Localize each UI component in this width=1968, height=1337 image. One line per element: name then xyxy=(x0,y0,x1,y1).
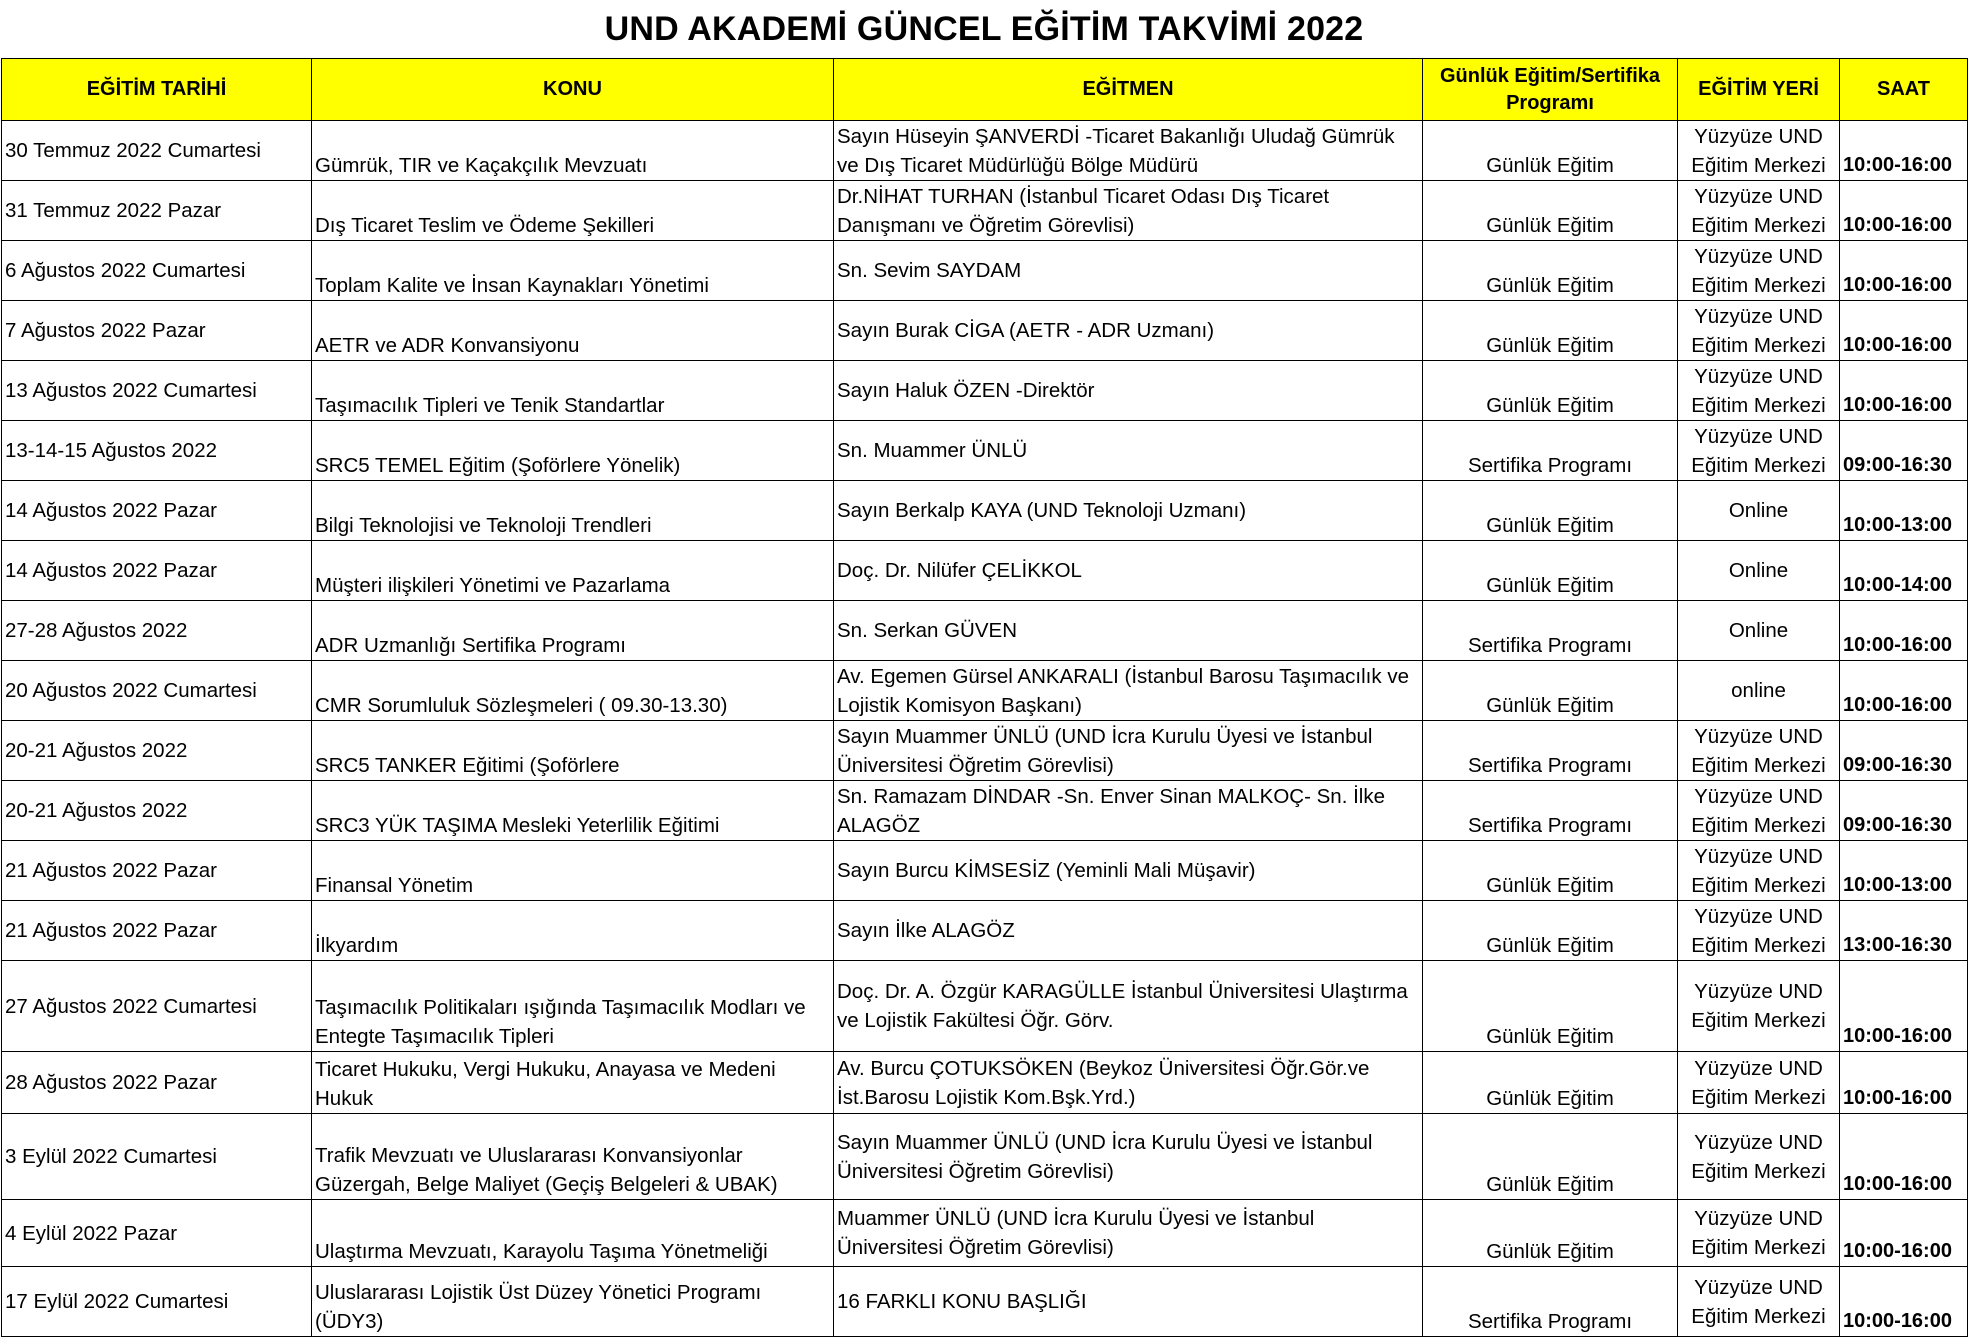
row-topic: ADR Uzmanlığı Sertifika Programı xyxy=(312,601,834,661)
row-trainer: Av. Burcu ÇOTUKSÖKEN (Beykoz Üniversitesi Öğr.Gör.ve İst.Barosu Lojistik Kom.Bşk.Yrd.) xyxy=(834,1052,1423,1114)
table-row xyxy=(2,301,1968,361)
row-place: Yüzyüze UND Eğitim Merkezi xyxy=(1678,901,1840,961)
row-topic: İlkyardım xyxy=(312,901,834,961)
row-time: 10:00-16:00 xyxy=(1840,361,1968,421)
row-trainer: Sayın Hüseyin ŞANVERDİ -Ticaret Bakanlığı Uludağ Gümrük ve Dış Ticaret Müdürlüğü Bölge Müdürü xyxy=(834,121,1423,181)
row-time: 10:00-16:00 xyxy=(1840,181,1968,241)
row-topic: Dış Ticaret Teslim ve Ödeme Şekilleri xyxy=(312,181,834,241)
row-time: 10:00-13:00 xyxy=(1840,481,1968,541)
table-row xyxy=(2,661,1968,721)
row-type: Günlük Eğitim xyxy=(1423,901,1678,961)
row-time: 09:00-16:30 xyxy=(1840,721,1968,781)
row-time: 10:00-16:00 xyxy=(1840,1052,1968,1114)
row-place: Yüzyüze UND Eğitim Merkezi xyxy=(1678,121,1840,181)
row-type: Günlük Eğitim xyxy=(1423,121,1678,181)
row-topic: Bilgi Teknolojisi ve Teknoloji Trendleri xyxy=(312,481,834,541)
table-row xyxy=(2,1200,1968,1267)
row-date: 13 Ağustos 2022 Cumartesi xyxy=(2,361,312,421)
row-trainer: Sayın Muammer ÜNLÜ (UND İcra Kurulu Üyesi ve İstanbul Üniversitesi Öğretim Görevlisi) xyxy=(834,721,1423,781)
row-trainer: Sayın Berkalp KAYA (UND Teknoloji Uzmanı) xyxy=(834,481,1423,541)
row-place: Online xyxy=(1678,481,1840,541)
row-date: 30 Temmuz 2022 Cumartesi xyxy=(2,121,312,181)
page-title: UND AKADEMİ GÜNCEL EĞİTİM TAKVİMİ 2022 xyxy=(604,9,1364,48)
row-time: 10:00-16:00 xyxy=(1840,121,1968,181)
row-topic: Taşımacılık Tipleri ve Tenik Standartlar xyxy=(312,361,834,421)
row-place: Yüzyüze UND Eğitim Merkezi xyxy=(1678,421,1840,481)
row-type: Günlük Eğitim xyxy=(1423,301,1678,361)
table-row xyxy=(2,421,1968,481)
row-time: 10:00-16:00 xyxy=(1840,1114,1968,1200)
row-topic: SRC3 YÜK TAŞIMA Mesleki Yeterlilik Eğitimi xyxy=(312,781,834,841)
row-place: Yüzyüze UND Eğitim Merkezi xyxy=(1678,1200,1840,1267)
row-type: Günlük Eğitim xyxy=(1423,361,1678,421)
row-topic: Müşteri ilişkileri Yönetimi ve Pazarlama xyxy=(312,541,834,601)
row-type: Günlük Eğitim xyxy=(1423,661,1678,721)
row-date: 14 Ağustos 2022 Pazar xyxy=(2,541,312,601)
row-trainer: Sn. Muammer ÜNLÜ xyxy=(834,421,1423,481)
row-type: Sertifika Programı xyxy=(1423,721,1678,781)
row-trainer: Sayın Burak CİGA (AETR - ADR Uzmanı) xyxy=(834,301,1423,361)
table-row xyxy=(2,121,1968,181)
row-topic: CMR Sorumluluk Sözleşmeleri ( 09.30-13.30) xyxy=(312,661,834,721)
table-row xyxy=(2,721,1968,781)
row-topic: SRC5 TEMEL Eğitim (Şoförlere Yönelik) xyxy=(312,421,834,481)
row-date: 3 Eylül 2022 Cumartesi xyxy=(2,1114,312,1200)
row-type: Günlük Eğitim xyxy=(1423,541,1678,601)
table-row xyxy=(2,601,1968,661)
row-type: Sertifika Programı xyxy=(1423,421,1678,481)
row-trainer: Muammer ÜNLÜ (UND İcra Kurulu Üyesi ve İstanbul Üniversitesi Öğretim Görevlisi) xyxy=(834,1200,1423,1267)
row-topic: Uluslararası Lojistik Üst Düzey Yönetici Programı (ÜDY3) xyxy=(312,1267,834,1337)
row-date: 20 Ağustos 2022 Cumartesi xyxy=(2,661,312,721)
row-type: Sertifika Programı xyxy=(1423,601,1678,661)
header-type: Günlük Eğitim/Sertifika Programı xyxy=(1423,59,1678,121)
header-row xyxy=(2,59,1968,121)
row-place: Yüzyüze UND Eğitim Merkezi xyxy=(1678,361,1840,421)
row-time: 10:00-16:00 xyxy=(1840,661,1968,721)
header-place: EĞİTİM YERİ xyxy=(1678,59,1840,121)
row-date: 27 Ağustos 2022 Cumartesi xyxy=(2,961,312,1052)
row-time: 10:00-16:00 xyxy=(1840,241,1968,301)
row-place: Yüzyüze UND Eğitim Merkezi xyxy=(1678,181,1840,241)
row-date: 17 Eylül 2022 Cumartesi xyxy=(2,1267,312,1337)
row-type: Günlük Eğitim xyxy=(1423,1114,1678,1200)
training-calendar-table xyxy=(1,58,1968,1337)
row-date: 14 Ağustos 2022 Pazar xyxy=(2,481,312,541)
row-trainer: Doç. Dr. Nilüfer ÇELİKKOL xyxy=(834,541,1423,601)
row-trainer: Sayın Burcu KİMSESİZ (Yeminli Mali Müşavir) xyxy=(834,841,1423,901)
row-trainer: Dr.NİHAT TURHAN (İstanbul Ticaret Odası Dış Ticaret Danışmanı ve Öğretim Görevlisi) xyxy=(834,181,1423,241)
row-type: Günlük Eğitim xyxy=(1423,961,1678,1052)
header-trainer: EĞİTMEN xyxy=(834,59,1423,121)
table-row xyxy=(2,481,1968,541)
row-date: 28 Ağustos 2022 Pazar xyxy=(2,1052,312,1114)
row-date: 7 Ağustos 2022 Pazar xyxy=(2,301,312,361)
row-place: Yüzyüze UND Eğitim Merkezi xyxy=(1678,1052,1840,1114)
row-topic: Trafik Mevzuatı ve Uluslararası Konvansiyonlar Güzergah, Belge Maliyet (Geçiş Belgeleri & UBAK) xyxy=(312,1114,834,1200)
table-row xyxy=(2,961,1968,1052)
row-trainer: Sn. Ramazam DİNDAR -Sn. Enver Sinan MALKOÇ- Sn. İlke ALAGÖZ xyxy=(834,781,1423,841)
row-date: 27-28 Ağustos 2022 xyxy=(2,601,312,661)
row-type: Günlük Eğitim xyxy=(1423,241,1678,301)
row-time: 10:00-16:00 xyxy=(1840,601,1968,661)
row-trainer: Sn. Sevim SAYDAM xyxy=(834,241,1423,301)
row-date: 21 Ağustos 2022 Pazar xyxy=(2,901,312,961)
row-time: 10:00-16:00 xyxy=(1840,961,1968,1052)
row-topic: Finansal Yönetim xyxy=(312,841,834,901)
row-trainer: Sayın Haluk ÖZEN -Direktör xyxy=(834,361,1423,421)
header-date: EĞİTİM TARİHİ xyxy=(2,59,312,121)
row-time: 09:00-16:30 xyxy=(1840,781,1968,841)
row-place: Yüzyüze UND Eğitim Merkezi xyxy=(1678,241,1840,301)
row-trainer: Sn. Serkan GÜVEN xyxy=(834,601,1423,661)
row-place: Yüzyüze UND Eğitim Merkezi xyxy=(1678,721,1840,781)
row-place: Yüzyüze UND Eğitim Merkezi xyxy=(1678,781,1840,841)
table-row xyxy=(2,361,1968,421)
row-place: Online xyxy=(1678,601,1840,661)
row-trainer: Sayın İlke ALAGÖZ xyxy=(834,901,1423,961)
table-body xyxy=(2,121,1968,1337)
row-place: online xyxy=(1678,661,1840,721)
row-trainer: 16 FARKLI KONU BAŞLIĞI xyxy=(834,1267,1423,1337)
table-row xyxy=(2,841,1968,901)
row-type: Günlük Eğitim xyxy=(1423,481,1678,541)
row-topic: AETR ve ADR Konvansiyonu xyxy=(312,301,834,361)
row-type: Günlük Eğitim xyxy=(1423,181,1678,241)
table-row xyxy=(2,241,1968,301)
table-row xyxy=(2,781,1968,841)
row-type: Sertifika Programı xyxy=(1423,781,1678,841)
row-type: Günlük Eğitim xyxy=(1423,1200,1678,1267)
row-type: Günlük Eğitim xyxy=(1423,1052,1678,1114)
row-place: Yüzyüze UND Eğitim Merkezi xyxy=(1678,1267,1840,1337)
row-date: 20-21 Ağustos 2022 xyxy=(2,781,312,841)
row-date: 13-14-15 Ağustos 2022 xyxy=(2,421,312,481)
row-date: 20-21 Ağustos 2022 xyxy=(2,721,312,781)
row-time: 09:00-16:30 xyxy=(1840,421,1968,481)
table-row xyxy=(2,541,1968,601)
table-row xyxy=(2,901,1968,961)
row-place: Yüzyüze UND Eğitim Merkezi xyxy=(1678,841,1840,901)
table-row xyxy=(2,181,1968,241)
header-topic: KONU xyxy=(312,59,834,121)
row-time: 10:00-16:00 xyxy=(1840,1267,1968,1337)
row-place: Yüzyüze UND Eğitim Merkezi xyxy=(1678,1114,1840,1200)
row-place: Yüzyüze UND Eğitim Merkezi xyxy=(1678,301,1840,361)
row-topic: Gümrük, TIR ve Kaçakçılık Mevzuatı xyxy=(312,121,834,181)
row-trainer: Sayın Muammer ÜNLÜ (UND İcra Kurulu Üyesi ve İstanbul Üniversitesi Öğretim Görevlisi) xyxy=(834,1114,1423,1200)
table-row xyxy=(2,1114,1968,1200)
row-place: Yüzyüze UND Eğitim Merkezi xyxy=(1678,961,1840,1052)
row-topic: SRC5 TANKER Eğitimi (Şoförlere xyxy=(312,721,834,781)
row-topic: Ticaret Hukuku, Vergi Hukuku, Anayasa ve Medeni Hukuk xyxy=(312,1052,834,1114)
table-row xyxy=(2,1052,1968,1114)
row-topic: Ulaştırma Mevzuatı, Karayolu Taşıma Yönetmeliği xyxy=(312,1200,834,1267)
header-time: SAAT xyxy=(1840,59,1968,121)
row-time: 10:00-13:00 xyxy=(1840,841,1968,901)
row-place: Online xyxy=(1678,541,1840,601)
row-trainer: Doç. Dr. A. Özgür KARAGÜLLE İstanbul Üniversitesi Ulaştırma ve Lojistik Fakültesi Öğr. Görv. xyxy=(834,961,1423,1052)
row-time: 10:00-16:00 xyxy=(1840,1200,1968,1267)
row-topic: Taşımacılık Politikaları ışığında Taşımacılık Modları ve Entegte Taşımacılık Tipleri xyxy=(312,961,834,1052)
row-date: 6 Ağustos 2022 Cumartesi xyxy=(2,241,312,301)
row-type: Günlük Eğitim xyxy=(1423,841,1678,901)
table-row xyxy=(2,1267,1968,1337)
row-topic: Toplam Kalite ve İnsan Kaynakları Yönetimi xyxy=(312,241,834,301)
row-trainer: Av. Egemen Gürsel ANKARALI (İstanbul Barosu Taşımacılık ve Lojistik Komisyon Başkanı) xyxy=(834,661,1423,721)
row-time: 13:00-16:30 xyxy=(1840,901,1968,961)
row-date: 31 Temmuz 2022 Pazar xyxy=(2,181,312,241)
row-date: 21 Ağustos 2022 Pazar xyxy=(2,841,312,901)
row-time: 10:00-14:00 xyxy=(1840,541,1968,601)
row-type: Sertifika Programı xyxy=(1423,1267,1678,1337)
row-time: 10:00-16:00 xyxy=(1840,301,1968,361)
row-date: 4 Eylül 2022 Pazar xyxy=(2,1200,312,1267)
